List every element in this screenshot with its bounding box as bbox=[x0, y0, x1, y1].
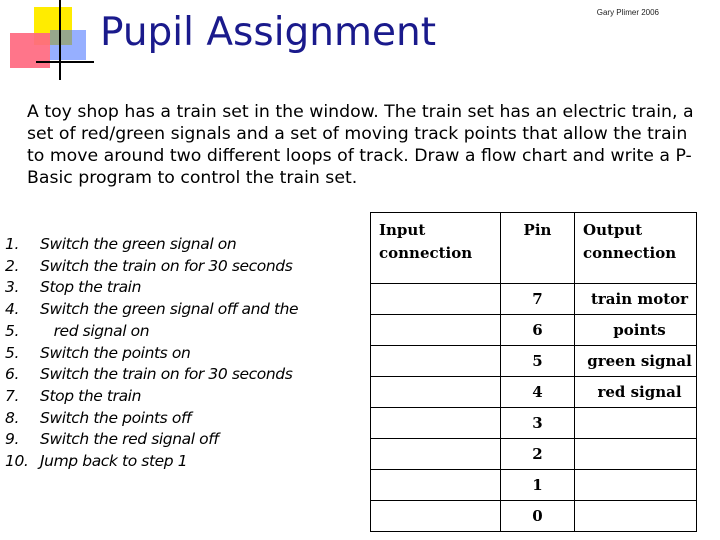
table-header-row bbox=[371, 213, 697, 284]
pin-cell: 5 bbox=[501, 346, 575, 377]
step-text: Switch the green signal off and the bbox=[40, 300, 299, 319]
step-number: 7. bbox=[5, 386, 19, 405]
author-credit: Gary Plimer 2006 bbox=[596, 8, 659, 17]
step-item bbox=[5, 408, 298, 430]
step-text: Switch the train on for 30 seconds bbox=[40, 365, 293, 384]
step-number: 5. bbox=[5, 343, 19, 362]
pin-connection-table bbox=[370, 212, 697, 532]
step-number: 4. bbox=[5, 300, 19, 319]
output-cell bbox=[575, 408, 697, 439]
pin-cell: 6 bbox=[501, 315, 575, 346]
table-row bbox=[371, 408, 697, 439]
step-text: Jump back to step 1 bbox=[40, 452, 188, 471]
step-text: Switch the points off bbox=[40, 408, 192, 427]
step-number: 3. bbox=[5, 278, 19, 297]
output-cell: points bbox=[575, 315, 697, 346]
output-cell: red signal bbox=[575, 377, 697, 408]
output-cell bbox=[575, 501, 697, 532]
output-cell bbox=[575, 470, 697, 501]
step-text: red signal on bbox=[40, 321, 150, 340]
step-text: Stop the train bbox=[40, 386, 142, 405]
step-number: 6. bbox=[5, 365, 19, 384]
table-row bbox=[371, 439, 697, 470]
step-text: Switch the train on for 30 seconds bbox=[40, 256, 293, 275]
table-row bbox=[371, 315, 697, 346]
step-item bbox=[5, 364, 298, 386]
pin-cell: 1 bbox=[501, 470, 575, 501]
pin-cell: 4 bbox=[501, 377, 575, 408]
output-cell: green signal bbox=[575, 346, 697, 377]
header-input-connection: Input connection bbox=[371, 213, 501, 284]
step-item bbox=[5, 299, 298, 321]
output-cell bbox=[575, 439, 697, 470]
step-number: 8. bbox=[5, 408, 19, 427]
table-row bbox=[371, 377, 697, 408]
steps-list bbox=[5, 234, 298, 473]
step-number: 5. bbox=[5, 321, 19, 340]
input-cell bbox=[371, 408, 501, 439]
step-number: 2. bbox=[5, 256, 19, 275]
step-item bbox=[5, 277, 298, 299]
step-text: Switch the points on bbox=[40, 343, 191, 362]
input-cell bbox=[371, 470, 501, 501]
header-pin: Pin bbox=[501, 213, 575, 284]
table-row bbox=[371, 470, 697, 501]
step-text: Switch the red signal off bbox=[40, 430, 219, 449]
step-text: Switch the green signal on bbox=[40, 235, 237, 253]
pin-cell: 2 bbox=[501, 439, 575, 470]
table-row bbox=[371, 346, 697, 377]
logo-horizontal-line bbox=[36, 61, 94, 63]
header-output-connection: Output connection bbox=[575, 213, 697, 284]
step-item bbox=[5, 429, 298, 451]
input-cell bbox=[371, 284, 501, 315]
step-item bbox=[5, 343, 298, 365]
step-number: 10. bbox=[5, 452, 29, 471]
page-title: Pupil Assignment bbox=[100, 10, 436, 55]
output-cell: train motor bbox=[575, 284, 697, 315]
step-item bbox=[5, 321, 298, 343]
input-cell bbox=[371, 439, 501, 470]
pin-cell: 0 bbox=[501, 501, 575, 532]
assignment-description: A toy shop has a train set in the window. The train set has an electric train, a set of red/green signals and a set of moving track points that allow the train to move around two different loops of track. Draw a flow chart and write a P-Basic program to control the train set. bbox=[27, 102, 694, 188]
decorative-logo bbox=[0, 0, 100, 90]
input-cell bbox=[371, 377, 501, 408]
input-cell bbox=[371, 315, 501, 346]
step-number: 9. bbox=[5, 430, 19, 449]
pin-cell: 7 bbox=[501, 284, 575, 315]
input-cell bbox=[371, 501, 501, 532]
step-number: 1. bbox=[5, 235, 19, 253]
logo-vertical-line bbox=[59, 0, 61, 80]
step-item bbox=[5, 234, 298, 256]
input-cell bbox=[371, 346, 501, 377]
logo-blue-square bbox=[50, 30, 86, 60]
step-item bbox=[5, 256, 298, 278]
step-text: Stop the train bbox=[40, 278, 142, 297]
pin-cell: 3 bbox=[501, 408, 575, 439]
table-row bbox=[371, 501, 697, 532]
step-item bbox=[5, 386, 298, 408]
step-item bbox=[5, 451, 298, 473]
table-row bbox=[371, 284, 697, 315]
